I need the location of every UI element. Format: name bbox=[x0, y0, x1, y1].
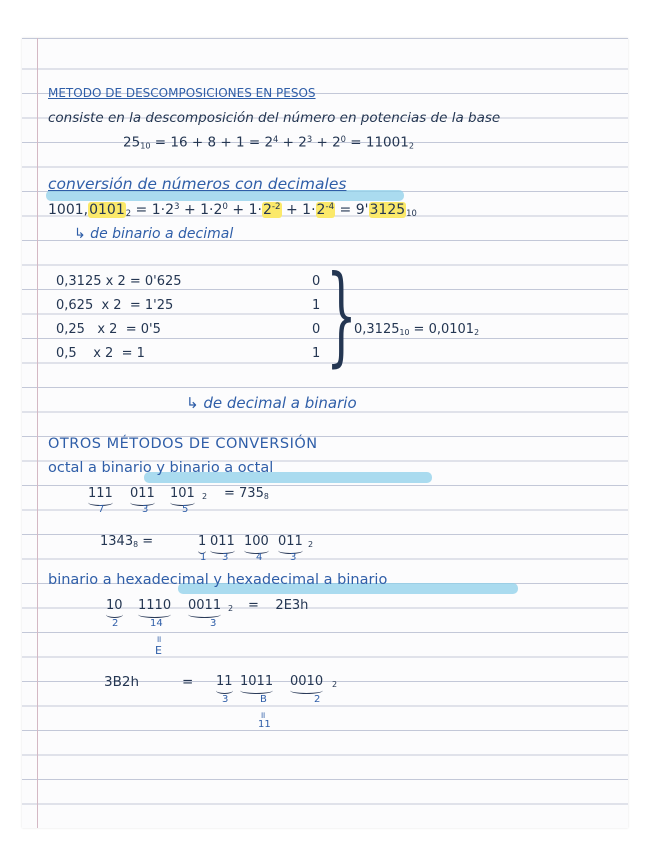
equation-1001: $1001,0101_2 = 1\cdot 2^3 + 1\cdot 2^0 + 1\cdot 2^{-2} + 1\cdot 2^{-4} = 9'3125_{10}$ bbox=[48, 202, 417, 219]
oct1-bits-1: 111 bbox=[88, 486, 113, 501]
oct1-bits-2: 011 bbox=[130, 486, 155, 501]
oct2-digit-4: 3 bbox=[290, 552, 297, 563]
mult-row-4: 0,5 x 2 = 1 bbox=[56, 346, 145, 361]
mult-row-3: 0,25 x 2 = 0'5 bbox=[56, 322, 161, 337]
oct1-group-2 bbox=[130, 486, 155, 501]
oct2-base: 2 bbox=[308, 540, 314, 549]
oct1-digit-2: 3 bbox=[142, 504, 149, 515]
hex2-bits-1: 11 bbox=[216, 674, 233, 689]
right-brace: } bbox=[326, 253, 357, 378]
hex2-digit-2: B bbox=[260, 694, 267, 705]
oct2-group-1 bbox=[198, 534, 206, 549]
oct1-digit-1: 7 bbox=[98, 504, 105, 515]
oct2-bits-2: 011 bbox=[210, 534, 235, 549]
hex2-digit-1: 3 bbox=[222, 694, 229, 705]
oct2-bits-3: 100 bbox=[244, 534, 269, 549]
section-title-otros: OTROS MÉTODOS DE CONVERSIÓN bbox=[48, 436, 318, 452]
oct2-lhs: $1343_8$ = bbox=[100, 534, 154, 549]
oct2-digit-2: 3 bbox=[222, 552, 229, 563]
section-title-decimales: conversión de números con decimales bbox=[48, 175, 347, 193]
hex1-e-letter: E bbox=[155, 644, 162, 657]
hex2-base: 2 bbox=[332, 680, 338, 689]
mult-row-2: 0,625 x 2 = 1'25 bbox=[56, 298, 174, 313]
hex1-group-1 bbox=[106, 598, 123, 613]
hex2-group-1 bbox=[216, 674, 233, 689]
oct2-group-3 bbox=[244, 534, 269, 549]
hex1-digit-3: 3 bbox=[210, 618, 217, 629]
octal-title: octal a binario y binario a octal bbox=[48, 460, 274, 476]
oct2-group-2 bbox=[210, 534, 235, 549]
note-decimal-binario: ↳ de decimal a binario bbox=[186, 394, 357, 412]
hex2-bits-2: 1011 bbox=[240, 674, 274, 689]
hex1-eq-mark: ॥ bbox=[156, 635, 162, 645]
margin-line bbox=[37, 38, 38, 828]
oct1-bits-3: 101 bbox=[170, 486, 195, 501]
mult-bit-1: 0 bbox=[312, 274, 321, 289]
note-binario-decimal: ↳ de binario a decimal bbox=[74, 226, 234, 242]
hex1-bits-2: 1110 bbox=[138, 598, 172, 613]
hex2-b-value: 11 bbox=[258, 719, 271, 730]
hex-title: binario a hexadecimal y hexadecimal a binario bbox=[48, 572, 388, 588]
mult-result: $0,3125_{10} = 0,0101_2$ bbox=[354, 322, 480, 337]
section-title-pesos: METODO DE DESCOMPOSICIONES EN PESOS bbox=[48, 86, 316, 100]
hex2-lhs: 3B2h bbox=[104, 674, 139, 690]
mult-bit-4: 1 bbox=[312, 346, 321, 361]
hex2-digit-3: 2 bbox=[314, 694, 321, 705]
oct2-digit-3: 4 bbox=[256, 552, 263, 563]
oct2-bits-4: 011 bbox=[278, 534, 303, 549]
hex1-bits-3: 0011 bbox=[188, 598, 222, 613]
oct2-bits-1: 1 bbox=[198, 534, 207, 549]
oct1-group-3 bbox=[170, 486, 195, 501]
hex1-group-2 bbox=[138, 598, 171, 613]
mult-bit-3: 0 bbox=[312, 322, 321, 337]
mult-row-1: 0,3125 x 2 = 0'625 bbox=[56, 274, 182, 289]
oct2-digit-1: 1 bbox=[200, 552, 207, 563]
hex1-group-3 bbox=[188, 598, 221, 613]
hex2-group-2 bbox=[240, 674, 273, 689]
mult-bit-2: 1 bbox=[312, 298, 321, 313]
oct1-digit-3: 5 bbox=[182, 504, 189, 515]
notebook-page bbox=[22, 38, 628, 828]
hex1-base: 2 bbox=[228, 604, 234, 613]
oct1-group-1 bbox=[88, 486, 113, 501]
hex2-eq-mark: ॥ bbox=[260, 711, 266, 721]
hex2-group-3 bbox=[290, 674, 323, 689]
hex2-bits-3: 0010 bbox=[290, 674, 324, 689]
hex2-eq: = bbox=[182, 674, 194, 690]
oct2-group-4 bbox=[278, 534, 303, 549]
hex1-digit-1: 2 bbox=[112, 618, 119, 629]
description-text: consiste en la descomposición del número en potencias de la base bbox=[48, 110, 501, 126]
hex1-bits-1: 10 bbox=[106, 598, 123, 613]
hex1-digit-2: 14 bbox=[150, 618, 163, 629]
oct1-base: 2 bbox=[202, 492, 208, 501]
equation-25: $25_{10} = 16 + 8 + 1 = 2^4 + 2^3 + 2^0 = 11001_2$ bbox=[123, 134, 414, 151]
hex1-rhs: = 2E3h bbox=[248, 598, 309, 613]
oct1-rhs: = $735_8$ bbox=[224, 486, 269, 501]
